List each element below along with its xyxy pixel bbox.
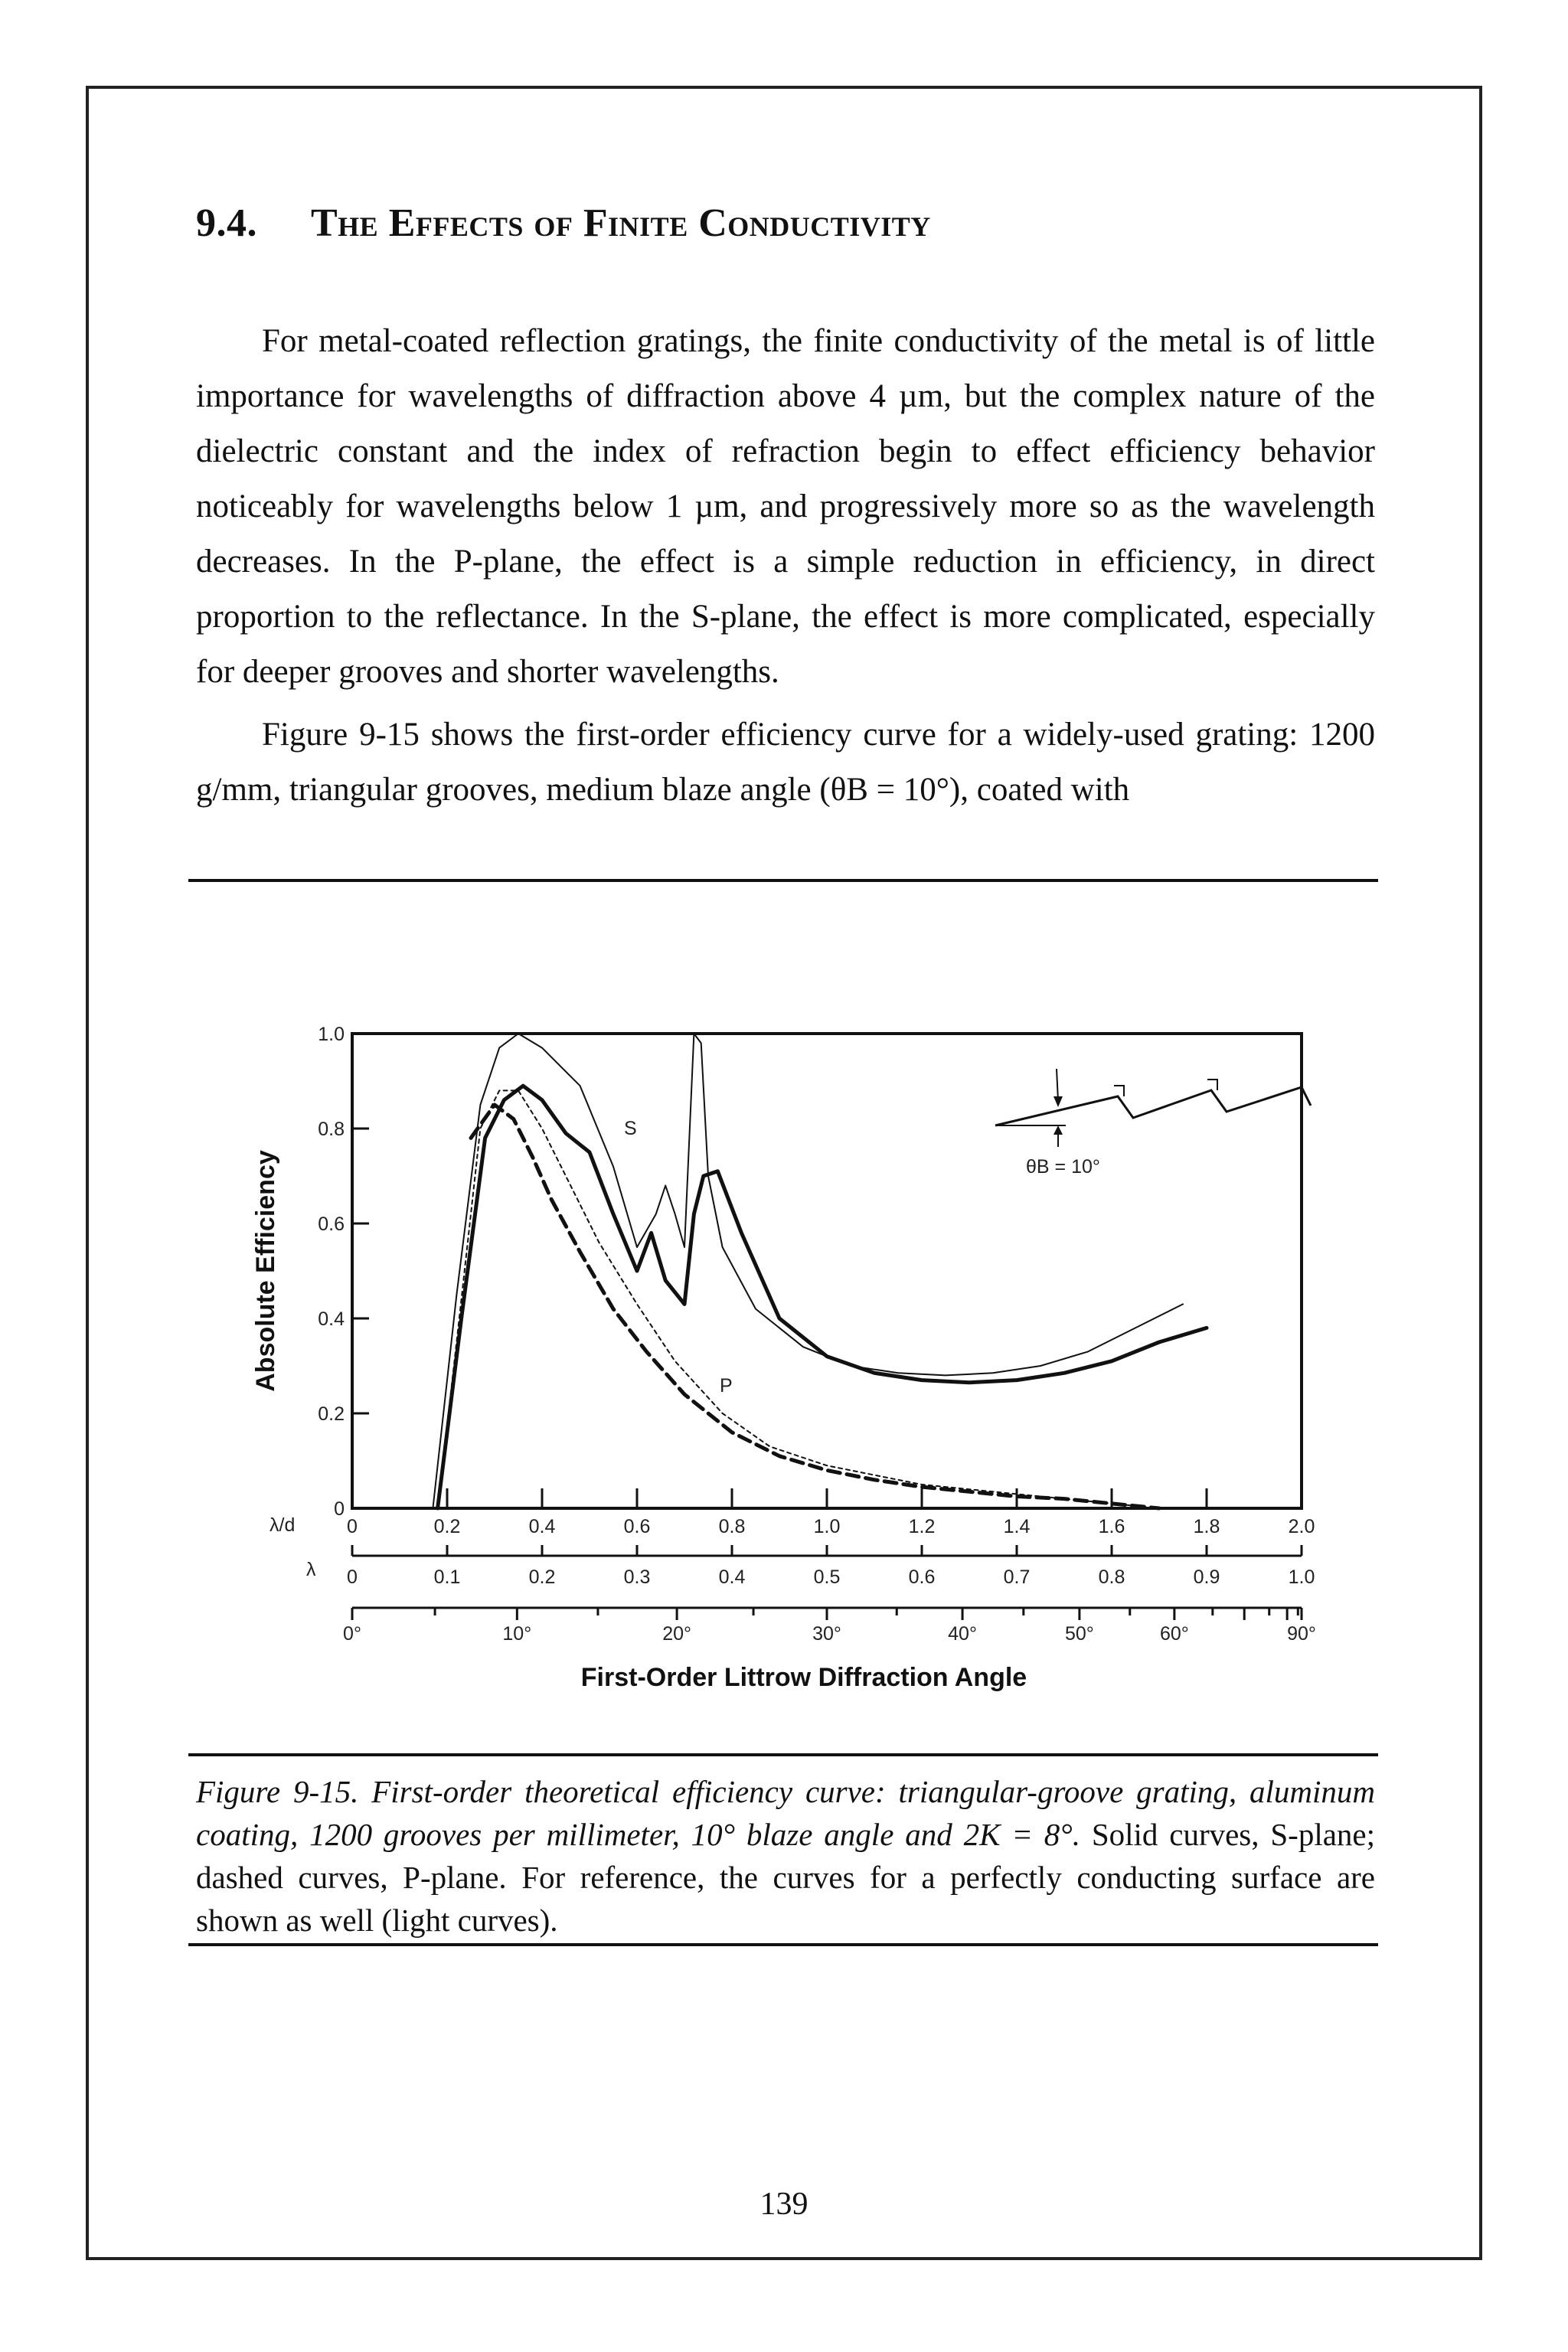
- y-tick-label: 0.2: [318, 1403, 345, 1425]
- lambda-tick-label: 0.7: [1003, 1566, 1031, 1588]
- lambda-tick-label: 0.3: [623, 1566, 651, 1588]
- caption-lead: Figure 9-15. First-order theoretical efficiency curve: triangular-groove grating, aluminum coating, 1200 grooves per millimeter, 10° blaze angle and 2K = 8°.: [196, 1774, 1375, 1852]
- lambda-d-tick-label: 1.4: [1003, 1516, 1031, 1537]
- y-tick-label: 0.6: [318, 1214, 345, 1235]
- angle-tick-label: 0°: [343, 1623, 361, 1645]
- lambda-d-tick-label: 2.0: [1288, 1516, 1315, 1537]
- lambda-d-tick-label: 0: [347, 1516, 358, 1537]
- lambda-d-tick-label: 0.6: [623, 1516, 651, 1537]
- efficiency-chart: [230, 1011, 1363, 1700]
- section-heading: [196, 201, 931, 246]
- figure-bottom-rule-top: [188, 1753, 1378, 1756]
- angle-tick-label: 60°: [1159, 1623, 1189, 1645]
- p-curve-label: P: [720, 1375, 733, 1396]
- angle-tick-label: 40°: [948, 1623, 977, 1645]
- lambda-d-tick-label: 0.4: [528, 1516, 556, 1537]
- lambda-d-axis: [347, 1488, 1315, 1537]
- lambda-tick-label: 0.8: [1098, 1566, 1125, 1588]
- angle-tick-label: 20°: [662, 1623, 692, 1645]
- figure-caption: [196, 1770, 1375, 1942]
- lambda-d-tick-label: 1.2: [908, 1516, 936, 1537]
- lambda-d-tick-label: 0.2: [433, 1516, 461, 1537]
- y-tick-label: 0: [334, 1498, 345, 1520]
- series-line-4: [438, 1090, 1159, 1508]
- lambda-d-tick-label: 1.8: [1193, 1516, 1220, 1537]
- page-number: 139: [760, 2187, 808, 2222]
- plot-area: [433, 1034, 1207, 1508]
- lambda-tick-label: 0.2: [528, 1566, 556, 1588]
- lambda-tick-label: 0: [347, 1566, 358, 1588]
- body-text: [196, 314, 1375, 825]
- angle-axis: [343, 1608, 1316, 1645]
- caption-rest: Solid curves, S-plane; dashed curves, P-plane. For reference, the curves for a perfectly conducting surface are shown as well (light curves).: [196, 1817, 1375, 1938]
- lambda-tick-label: 0.5: [813, 1566, 841, 1588]
- y-tick-label: 0.4: [318, 1308, 345, 1330]
- lambda-tick-label: 0.4: [718, 1566, 746, 1588]
- y-tick-label: 1.0: [318, 1024, 345, 1045]
- x-axis-title: First-Order Littrow Diffraction Angle: [580, 1663, 1027, 1692]
- lambda-axis: [347, 1545, 1315, 1588]
- figure-top-rule: [188, 879, 1378, 882]
- groove-profile-inset: [995, 1069, 1311, 1178]
- angle-tick-label: 30°: [812, 1623, 841, 1645]
- section-title: The Effects of Finite Conductivity: [311, 201, 931, 245]
- paragraph-1: For metal-coated reflection gratings, the finite conductivity of the metal is of little importance for wavelengths of diffraction above 4 µm, but the complex nature of the dielectric constant and the index of refraction begin to effect efficiency behavior noticeably for wavelengths below 1 µm, and progressively more so as the wavelength decreases. In the P-plane, the effect is a simple reduction in efficiency, in direct proportion to the reflectance. In the S-plane, the effect is more complicated, especially for deeper grooves and shorter wavelengths.: [196, 323, 1375, 690]
- section-number: 9.4.: [196, 201, 257, 245]
- lambda-d-tick-label: 1.0: [813, 1516, 841, 1537]
- angle-tick-label: 10°: [502, 1623, 532, 1645]
- y-axis-title: Absolute Efficiency: [251, 1150, 280, 1392]
- lambda-tick-label: 0.9: [1193, 1566, 1220, 1588]
- lambda-row-label: λ: [306, 1559, 316, 1580]
- lambda-tick-label: 1.0: [1288, 1566, 1315, 1588]
- angle-tick-label: 50°: [1064, 1623, 1094, 1645]
- y-tick-label: 0.8: [318, 1119, 345, 1140]
- y-axis-ticks: [318, 1024, 369, 1520]
- angle-tick-label: 90°: [1287, 1623, 1316, 1645]
- paragraph-2: Figure 9-15 shows the first-order efficiency curve for a widely-used grating: 1200 g/mm, triangular grooves, medium blaze angle (θB = 10°), coated with: [196, 717, 1375, 808]
- series-line-1: [438, 1086, 1207, 1508]
- lambda-tick-label: 0.1: [433, 1566, 461, 1588]
- figure-bottom-rule: [188, 1943, 1378, 1946]
- lambda-d-tick-label: 0.8: [718, 1516, 746, 1537]
- lambda-d-tick-label: 1.6: [1098, 1516, 1125, 1537]
- lambda-tick-label: 0.6: [908, 1566, 936, 1588]
- lambda-d-row-label: λ/d: [270, 1514, 296, 1536]
- blaze-angle-label: θB = 10°: [1026, 1156, 1100, 1178]
- s-curve-label: S: [624, 1118, 637, 1139]
